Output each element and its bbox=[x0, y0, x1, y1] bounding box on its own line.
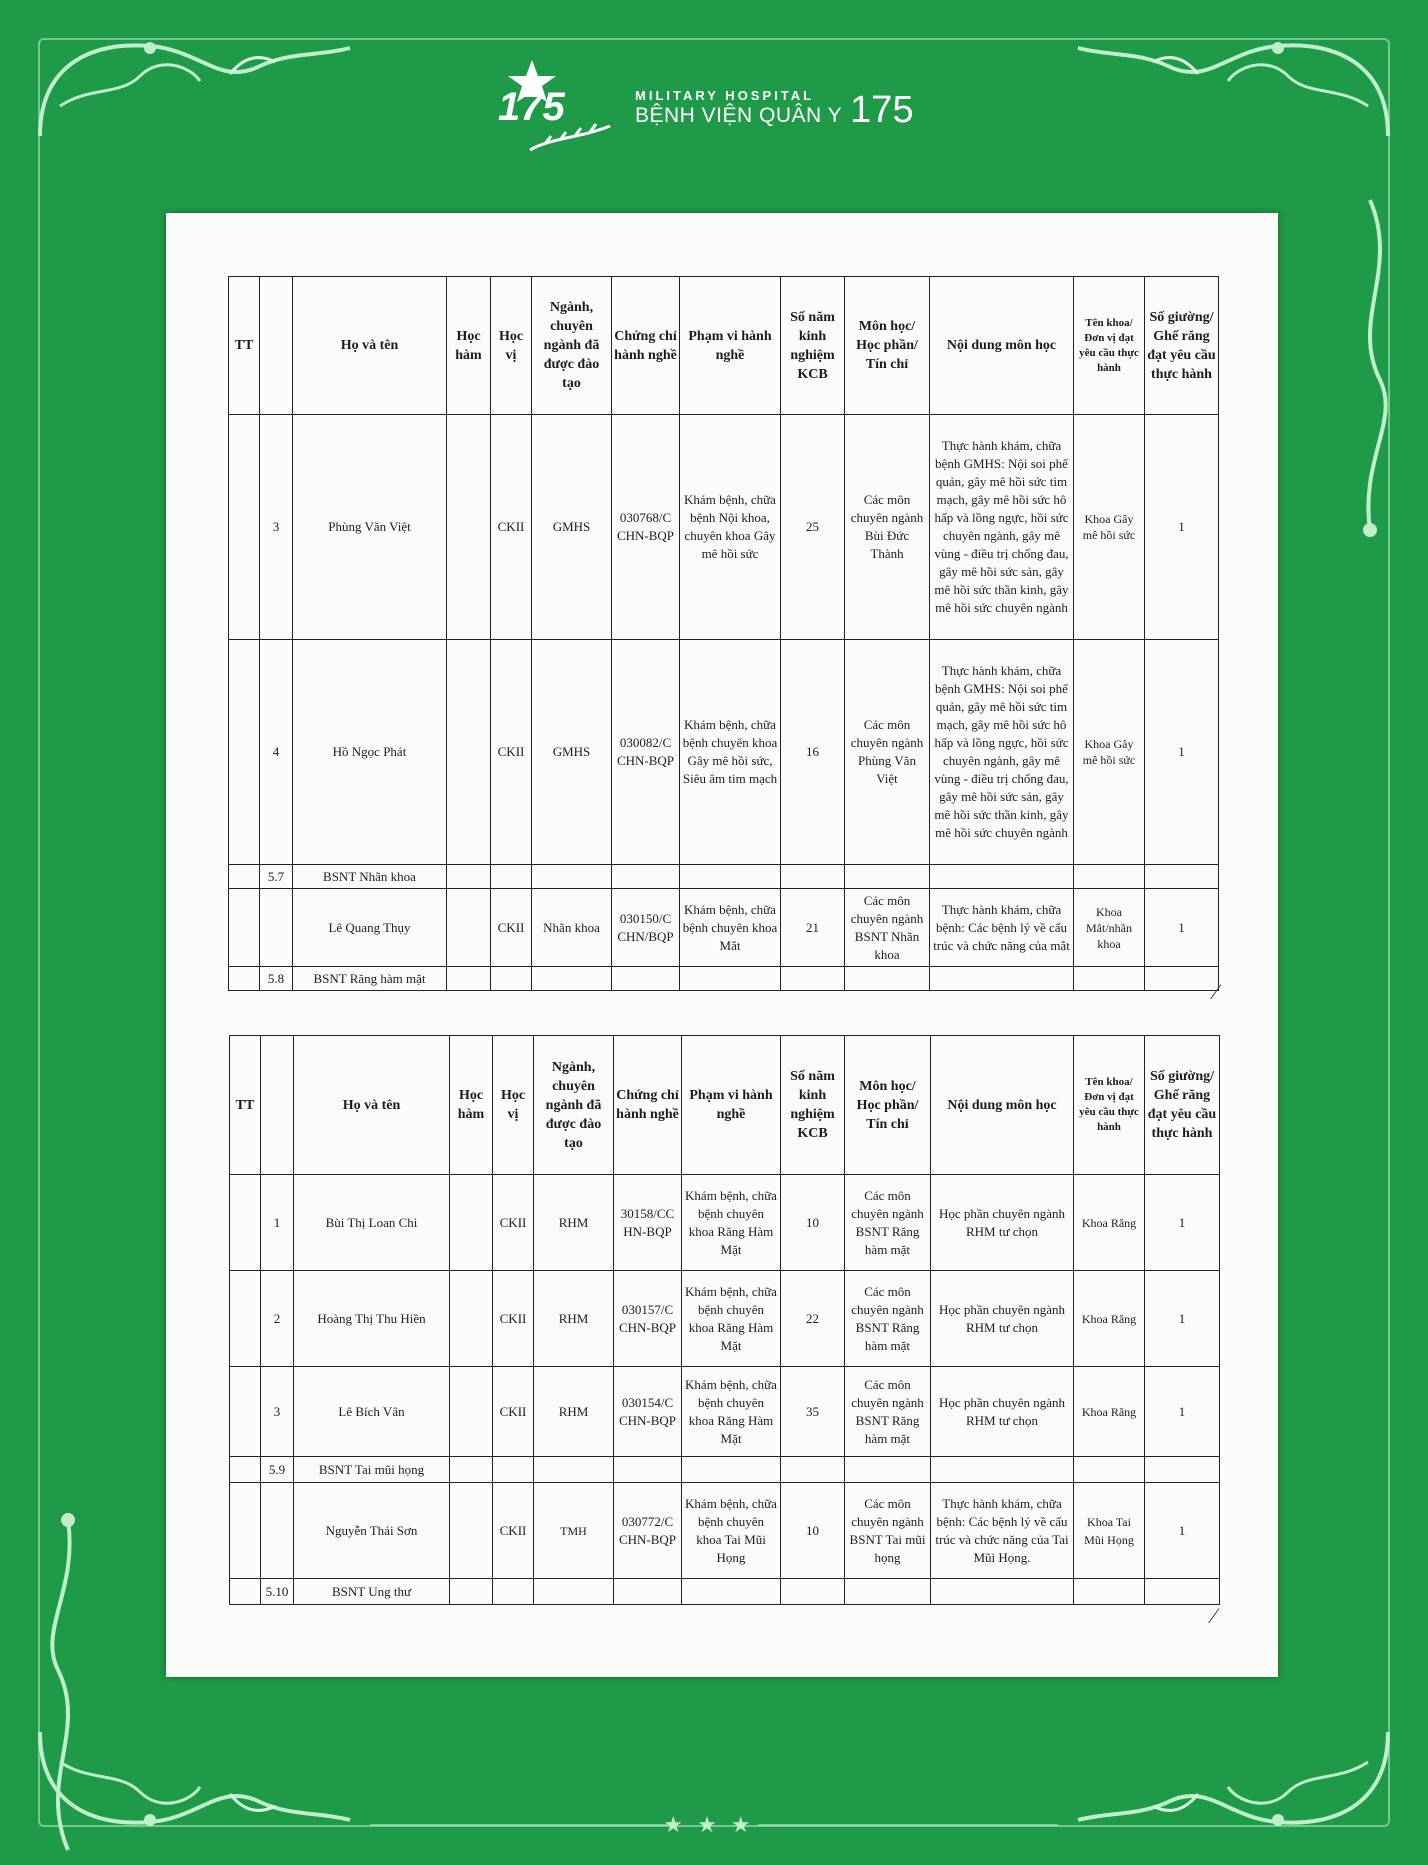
section-label: BSNT Nhãn khoa bbox=[293, 865, 447, 889]
section-number: 5.8 bbox=[260, 967, 293, 991]
cell-department: Khoa Răng bbox=[1074, 1271, 1145, 1367]
cell-years: 16 bbox=[781, 640, 845, 865]
col-tt: TT bbox=[230, 1036, 261, 1175]
col-tt: TT bbox=[229, 277, 260, 415]
cell-name: Bùi Thị Loan Chi bbox=[294, 1175, 450, 1271]
cell-scope: Khám bệnh, chữa bệnh chuyên khoa Gây mê hồi sức, Siêu âm tim mạch bbox=[680, 640, 781, 865]
logo-emblem-text: 175 bbox=[498, 85, 565, 129]
col-degree: Học vị bbox=[491, 277, 532, 415]
col-department: Tên khoa/ Đơn vị đạt yêu cầu thực hành bbox=[1074, 1036, 1145, 1175]
document-sheet bbox=[166, 213, 1278, 1677]
col-scope: Phạm vi hành nghề bbox=[680, 277, 781, 415]
cell-scope: Khám bệnh, chữa bệnh chuyên khoa Răng Hàm Mặt bbox=[682, 1271, 781, 1367]
staff-table-2 bbox=[229, 1035, 1220, 1605]
cell-name: Hoàng Thị Thu Hiền bbox=[294, 1271, 450, 1367]
cell-beds: 1 bbox=[1145, 1175, 1220, 1271]
cell-beds: 1 bbox=[1145, 889, 1219, 967]
cell-content: Học phần chuyên ngành RHM tư chọn bbox=[931, 1367, 1074, 1457]
cell-content: Thực hành khám, chữa bệnh GMHS: Nội soi phế quản, gây mê hồi sức tim mạch, gây mê hồi sức hô hấp và lồng ngực, hồi sức chuyên ngành, gây mê vùng - điều trị chống đau, gây mê hồi sức sản, gây mê hồi sức thần kinh, gây mê hồi sức chuyên ngành bbox=[930, 640, 1074, 865]
cell-subject: Các môn chuyên ngành BSNT Răng hàm mặt bbox=[845, 1175, 931, 1271]
cell-degree: CKII bbox=[493, 1175, 534, 1271]
cell-certificate: 030154/C CHN-BQP bbox=[614, 1367, 682, 1457]
cell-major: TMH bbox=[534, 1483, 614, 1579]
section-number: 5.7 bbox=[260, 865, 293, 889]
cell-tt bbox=[229, 889, 260, 967]
cell-certificate: 030772/C CHN-BQP bbox=[614, 1483, 682, 1579]
cell-content: Thực hành khám, chữa bệnh GMHS: Nội soi phế quản, gây mê hồi sức tim mạch, gây mê hồi sức hô hấp và lồng ngực, hồi sức chuyên ngành, gây mê vùng - điều trị chống đau, gây mê hồi sức sản, gây mê hồi sức thần kinh, gây mê hồi sức chuyên ngành bbox=[930, 415, 1074, 640]
section-row bbox=[230, 1579, 1220, 1605]
cell-years: 21 bbox=[781, 889, 845, 967]
col-major: Ngành, chuyên ngành đã được đào tạo bbox=[534, 1036, 614, 1175]
cell-certificate: 030768/C CHN-BQP bbox=[612, 415, 680, 640]
cell-beds: 1 bbox=[1145, 1271, 1220, 1367]
cell-degree: CKII bbox=[493, 1367, 534, 1457]
section-row bbox=[230, 1457, 1220, 1483]
cell-content: Thực hành khám, chữa bệnh: Các bệnh lý về cấu trúc và chức năng của Tai Mũi Họng. bbox=[931, 1483, 1074, 1579]
cell-major: RHM bbox=[534, 1367, 614, 1457]
col-certificate: Chứng chỉ hành nghề bbox=[612, 277, 680, 415]
cell-degree: CKII bbox=[491, 640, 532, 865]
cell-degree: CKII bbox=[491, 889, 532, 967]
cell-department: Khoa Mắt/nhãn khoa bbox=[1074, 889, 1145, 967]
cell-years: 35 bbox=[781, 1367, 845, 1457]
col-content: Nội dung môn học bbox=[930, 277, 1074, 415]
cell-department: Khoa Gây mê hồi sức bbox=[1074, 415, 1145, 640]
col-subject: Môn học/ Học phần/ Tín chỉ bbox=[845, 277, 930, 415]
cell-beds: 1 bbox=[1145, 640, 1219, 865]
cell-subject: Các môn chuyên ngành BSNT Tai mũi họng bbox=[845, 1483, 931, 1579]
col-academic-rank: Học hàm bbox=[447, 277, 491, 415]
cell-tt bbox=[229, 415, 260, 640]
cell-tt bbox=[229, 640, 260, 865]
col-beds: Số giường/ Ghế răng đạt yêu cầu thực hành bbox=[1145, 1036, 1220, 1175]
table-header-row bbox=[230, 1036, 1220, 1175]
table-row bbox=[230, 1175, 1220, 1271]
table-row bbox=[229, 640, 1219, 865]
cell-no: 1 bbox=[261, 1175, 294, 1271]
col-content: Nội dung môn học bbox=[931, 1036, 1074, 1175]
cell-scope: Khám bệnh, chữa bệnh chuyên khoa Tai Mũi Họng bbox=[682, 1483, 781, 1579]
cell-degree: CKII bbox=[491, 415, 532, 640]
cell-subject: Các môn chuyên ngành Phùng Văn Việt bbox=[845, 640, 930, 865]
hospital-logo-icon bbox=[490, 58, 625, 158]
cell-name: Phùng Văn Việt bbox=[293, 415, 447, 640]
col-major: Ngành, chuyên ngành đã được đào tạo bbox=[532, 277, 612, 415]
col-degree: Học vị bbox=[493, 1036, 534, 1175]
cell-name: Lê Bích Vân bbox=[294, 1367, 450, 1457]
cell-major: RHM bbox=[534, 1175, 614, 1271]
section-label: BSNT Răng hàm mặt bbox=[293, 967, 447, 991]
cell-major: GMHS bbox=[532, 640, 612, 865]
cell-tt bbox=[230, 1175, 261, 1271]
cell-no bbox=[260, 889, 293, 967]
cell-name: Lê Quang Thụy bbox=[293, 889, 447, 967]
section-label: BSNT Tai mũi họng bbox=[294, 1457, 450, 1483]
logo-english-name: MILITARY HOSPITAL bbox=[635, 88, 815, 104]
col-years: Số năm kinh nghiệm KCB bbox=[781, 1036, 845, 1175]
hospital-header bbox=[490, 58, 950, 158]
cell-scope: Khám bệnh, chữa bệnh chuyên khoa Răng Hàm Mặt bbox=[682, 1175, 781, 1271]
cell-major: GMHS bbox=[532, 415, 612, 640]
cell-tt bbox=[230, 1367, 261, 1457]
cell-content: Học phần chuyên ngành RHM tư chọn bbox=[931, 1175, 1074, 1271]
cell-rank bbox=[450, 1367, 493, 1457]
corner-ornament-top-right bbox=[1068, 26, 1398, 146]
section-label: BSNT Ung thư bbox=[294, 1579, 450, 1605]
cell-rank bbox=[447, 415, 491, 640]
col-department: Tên khoa/ Đơn vị đạt yêu cầu thực hành bbox=[1074, 277, 1145, 415]
cell-department: Khoa Tai Mũi Họng bbox=[1074, 1483, 1145, 1579]
section-row bbox=[229, 865, 1219, 889]
side-ornament-left bbox=[28, 1480, 108, 1860]
cell-content: Thực hành khám, chữa bệnh: Các bệnh lý về cấu trúc và chức năng của mắt bbox=[930, 889, 1074, 967]
table-header-row bbox=[229, 277, 1219, 415]
col-certificate: Chứng chỉ hành nghề bbox=[614, 1036, 682, 1175]
cell-beds: 1 bbox=[1145, 1483, 1220, 1579]
cell-no: 3 bbox=[260, 415, 293, 640]
cell-years: 22 bbox=[781, 1271, 845, 1367]
cell-rank bbox=[447, 640, 491, 865]
cell-rank bbox=[450, 1175, 493, 1271]
cell-certificate: 030150/C CHN/BQP bbox=[612, 889, 680, 967]
table-row bbox=[230, 1271, 1220, 1367]
cell-content: Học phần chuyên ngành RHM tư chọn bbox=[931, 1271, 1074, 1367]
section-number: 5.10 bbox=[261, 1579, 294, 1605]
cell-no: 2 bbox=[261, 1271, 294, 1367]
handwritten-mark: ⁄ bbox=[1212, 1603, 1216, 1628]
cell-no: 4 bbox=[260, 640, 293, 865]
staff-table-1 bbox=[228, 276, 1219, 991]
col-subject: Môn học/ Học phần/ Tín chỉ bbox=[845, 1036, 931, 1175]
cell-years: 10 bbox=[781, 1483, 845, 1579]
corner-ornament-top-left bbox=[30, 26, 360, 146]
section-number: 5.9 bbox=[261, 1457, 294, 1483]
table-row bbox=[230, 1367, 1220, 1457]
cell-department: Khoa Răng bbox=[1074, 1367, 1145, 1457]
cell-years: 10 bbox=[781, 1175, 845, 1271]
cell-degree: CKII bbox=[493, 1483, 534, 1579]
footer-stars-icon: ★★★ bbox=[663, 1812, 765, 1837]
cell-major: RHM bbox=[534, 1271, 614, 1367]
cell-no: 3 bbox=[261, 1367, 294, 1457]
table-row bbox=[229, 889, 1219, 967]
cell-subject: Các môn chuyên ngành Bùi Đức Thành bbox=[845, 415, 930, 640]
col-blank bbox=[261, 1036, 294, 1175]
cell-major: Nhãn khoa bbox=[532, 889, 612, 967]
col-blank bbox=[260, 277, 293, 415]
col-name: Họ và tên bbox=[293, 277, 447, 415]
table-row bbox=[230, 1483, 1220, 1579]
cell-tt bbox=[230, 1271, 261, 1367]
col-academic-rank: Học hàm bbox=[450, 1036, 493, 1175]
col-name: Họ và tên bbox=[294, 1036, 450, 1175]
cell-rank bbox=[450, 1483, 493, 1579]
logo-vietnamese-name: BỆNH VIỆN QUÂN Y bbox=[635, 103, 843, 127]
cell-years: 25 bbox=[781, 415, 845, 640]
handwritten-mark: ⁄ bbox=[1214, 979, 1218, 1004]
cell-degree: CKII bbox=[493, 1271, 534, 1367]
cell-beds: 1 bbox=[1145, 415, 1219, 640]
logo-number: 175 bbox=[850, 88, 914, 131]
cell-department: Khoa Răng bbox=[1074, 1175, 1145, 1271]
col-beds: Số giường/ Ghế răng đạt yêu cầu thực hành bbox=[1145, 277, 1219, 415]
cell-name: Hồ Ngọc Phát bbox=[293, 640, 447, 865]
side-ornament-right bbox=[1330, 190, 1410, 570]
cell-certificate: 030157/C CHN-BQP bbox=[614, 1271, 682, 1367]
section-row bbox=[229, 967, 1219, 991]
cell-scope: Khám bệnh, chữa bệnh chuyên khoa Răng Hàm Mặt bbox=[682, 1367, 781, 1457]
cell-beds: 1 bbox=[1145, 1367, 1220, 1457]
cell-rank bbox=[447, 889, 491, 967]
cell-subject: Các môn chuyên ngành BSNT Răng hàm mặt bbox=[845, 1367, 931, 1457]
cell-scope: Khám bệnh, chữa bệnh chuyên khoa Mắt bbox=[680, 889, 781, 967]
col-years: Số năm kinh nghiệm KCB bbox=[781, 277, 845, 415]
cell-name: Nguyễn Thái Sơn bbox=[294, 1483, 450, 1579]
table-row bbox=[229, 415, 1219, 640]
cell-rank bbox=[450, 1271, 493, 1367]
cell-certificate: 030082/C CHN-BQP bbox=[612, 640, 680, 865]
cell-subject: Các môn chuyên ngành BSNT Nhãn khoa bbox=[845, 889, 930, 967]
cell-department: Khoa Gây mê hồi sức bbox=[1074, 640, 1145, 865]
cell-subject: Các môn chuyên ngành BSNT Răng hàm mặt bbox=[845, 1271, 931, 1367]
col-scope: Phạm vi hành nghề bbox=[682, 1036, 781, 1175]
cell-no bbox=[261, 1483, 294, 1579]
cell-tt bbox=[230, 1483, 261, 1579]
cell-scope: Khám bệnh, chữa bệnh Nội khoa, chuyên khoa Gây mê hồi sức bbox=[680, 415, 781, 640]
cell-certificate: 30158/CC HN-BQP bbox=[614, 1175, 682, 1271]
